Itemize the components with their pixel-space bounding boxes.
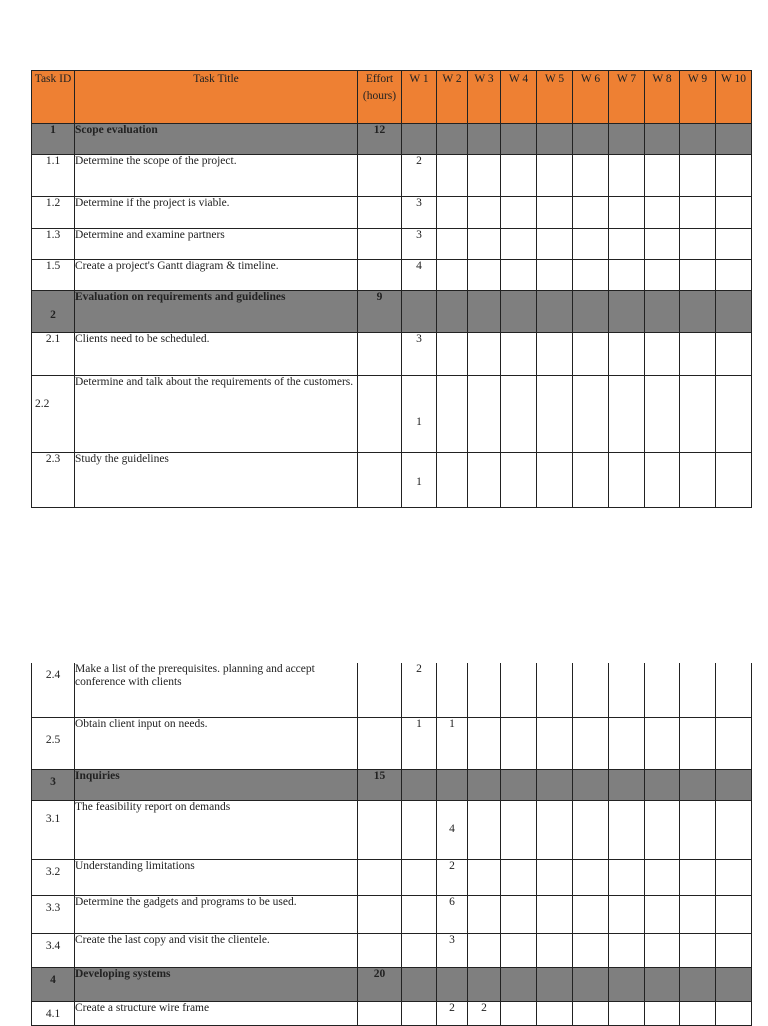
task-id: 2.1 (32, 333, 75, 376)
week-10-hours (716, 895, 752, 933)
task-title: Determine the scope of the project. (75, 155, 358, 197)
week-5-hours (537, 453, 573, 508)
week-4-hours (501, 1001, 537, 1025)
week-7-hours (609, 453, 645, 508)
week-8-hours (645, 376, 680, 453)
week-4-hours (501, 376, 537, 453)
week-2-hours (437, 376, 468, 453)
week-7-hours (609, 376, 645, 453)
week-8-hours (645, 333, 680, 376)
week-6-hours (573, 967, 609, 1001)
week-3-hours (468, 933, 501, 967)
week-2-hours (437, 155, 468, 197)
task-row (32, 933, 752, 967)
week-3-hours (468, 663, 501, 717)
week-7-hours (609, 895, 645, 933)
week-3-hours (468, 453, 501, 508)
week-5-hours (537, 663, 573, 717)
week-2-hours: 6 (437, 895, 468, 933)
week-8-hours (645, 663, 680, 717)
week-6-hours (573, 291, 609, 333)
header-week-5: W 5 (537, 71, 573, 124)
week-3-hours (468, 291, 501, 333)
week-6-hours (573, 155, 609, 197)
week-1-hours: 3 (402, 197, 437, 229)
week-1-hours (402, 895, 437, 933)
week-1-hours: 4 (402, 260, 437, 291)
task-effort (358, 376, 402, 453)
week-1-hours (402, 859, 437, 895)
week-10-hours (716, 967, 752, 1001)
header-week-9: W 9 (680, 71, 716, 124)
task-title: Determine and examine partners (75, 229, 358, 260)
task-id: 3.3 (32, 895, 75, 933)
week-2-hours (437, 663, 468, 717)
task-id: 2.2 (32, 376, 75, 453)
task-effort: 12 (358, 124, 402, 155)
week-5-hours (537, 717, 573, 769)
week-6-hours (573, 769, 609, 800)
week-7-hours (609, 717, 645, 769)
week-9-hours (680, 333, 716, 376)
week-9-hours (680, 800, 716, 859)
header-week-10: W 10 (716, 71, 752, 124)
week-7-hours (609, 859, 645, 895)
header-week-6: W 6 (573, 71, 609, 124)
week-6-hours (573, 663, 609, 717)
task-row (32, 229, 752, 260)
task-row (32, 895, 752, 933)
week-8-hours (645, 229, 680, 260)
week-8-hours (645, 260, 680, 291)
week-6-hours (573, 376, 609, 453)
week-4-hours (501, 967, 537, 1001)
week-9-hours (680, 1001, 716, 1025)
task-effort (358, 800, 402, 859)
week-1-hours (402, 800, 437, 859)
task-row (32, 453, 752, 508)
week-3-hours (468, 229, 501, 260)
week-1-hours (402, 933, 437, 967)
week-9-hours (680, 933, 716, 967)
week-3-hours (468, 859, 501, 895)
week-5-hours (537, 333, 573, 376)
week-1-hours (402, 291, 437, 333)
task-title: Clients need to be scheduled. (75, 333, 358, 376)
section-row (32, 967, 752, 1001)
week-2-hours (437, 769, 468, 800)
week-10-hours (716, 800, 752, 859)
week-3-hours (468, 124, 501, 155)
week-10-hours (716, 769, 752, 800)
week-7-hours (609, 291, 645, 333)
week-6-hours (573, 229, 609, 260)
task-row (32, 717, 752, 769)
week-4-hours (501, 800, 537, 859)
week-9-hours (680, 453, 716, 508)
week-10-hours (716, 155, 752, 197)
week-6-hours (573, 333, 609, 376)
task-title: Obtain client input on needs. (75, 717, 358, 769)
week-5-hours (537, 291, 573, 333)
header-week-1: W 1 (402, 71, 437, 124)
task-effort (358, 333, 402, 376)
week-8-hours (645, 291, 680, 333)
week-5-hours (537, 967, 573, 1001)
week-6-hours (573, 800, 609, 859)
week-3-hours (468, 333, 501, 376)
week-9-hours (680, 859, 716, 895)
week-9-hours (680, 229, 716, 260)
week-4-hours (501, 197, 537, 229)
week-10-hours (716, 229, 752, 260)
header-week-2: W 2 (437, 71, 468, 124)
task-row (32, 1001, 752, 1025)
header-task-title: Task Title (75, 71, 358, 124)
week-4-hours (501, 124, 537, 155)
week-10-hours (716, 260, 752, 291)
task-effort (358, 229, 402, 260)
week-8-hours (645, 769, 680, 800)
week-10-hours (716, 453, 752, 508)
week-3-hours (468, 769, 501, 800)
week-1-hours: 3 (402, 229, 437, 260)
task-title: Determine and talk about the requirements of the customers. (75, 376, 358, 453)
week-2-hours (437, 197, 468, 229)
week-2-hours: 2 (437, 859, 468, 895)
week-4-hours (501, 333, 537, 376)
week-5-hours (537, 933, 573, 967)
header-week-7: W 7 (609, 71, 645, 124)
task-title: Determine if the project is viable. (75, 197, 358, 229)
task-row (32, 260, 752, 291)
task-title: Evaluation on requirements and guidelines (75, 291, 358, 333)
week-1-hours: 1 (402, 453, 437, 508)
week-4-hours (501, 229, 537, 260)
week-6-hours (573, 933, 609, 967)
task-title: Make a list of the prerequisites. planning and accept conference with clients (75, 663, 358, 717)
week-3-hours (468, 260, 501, 291)
week-1-hours (402, 769, 437, 800)
week-5-hours (537, 260, 573, 291)
week-4-hours (501, 291, 537, 333)
week-3-hours (468, 155, 501, 197)
week-1-hours (402, 124, 437, 155)
week-7-hours (609, 260, 645, 291)
week-1-hours: 1 (402, 717, 437, 769)
week-2-hours (437, 967, 468, 1001)
week-9-hours (680, 376, 716, 453)
task-id: 3.4 (32, 933, 75, 967)
task-effort (358, 453, 402, 508)
week-5-hours (537, 769, 573, 800)
task-id: 4 (32, 967, 75, 1001)
week-7-hours (609, 333, 645, 376)
week-10-hours (716, 933, 752, 967)
task-row (32, 333, 752, 376)
task-row (32, 663, 752, 717)
week-5-hours (537, 376, 573, 453)
header-week-4: W 4 (501, 71, 537, 124)
week-4-hours (501, 895, 537, 933)
week-10-hours (716, 291, 752, 333)
week-2-hours: 3 (437, 933, 468, 967)
week-1-hours: 3 (402, 333, 437, 376)
task-row (32, 376, 752, 453)
week-5-hours (537, 895, 573, 933)
week-2-hours: 2 (437, 1001, 468, 1025)
gantt-table-bottom (31, 663, 752, 1026)
header-week-3: W 3 (468, 71, 501, 124)
week-9-hours (680, 769, 716, 800)
task-id: 1.2 (32, 197, 75, 229)
week-4-hours (501, 859, 537, 895)
week-7-hours (609, 769, 645, 800)
week-2-hours (437, 453, 468, 508)
week-2-hours (437, 124, 468, 155)
week-8-hours (645, 453, 680, 508)
week-4-hours (501, 717, 537, 769)
week-10-hours (716, 333, 752, 376)
week-6-hours (573, 260, 609, 291)
week-2-hours: 4 (437, 800, 468, 859)
task-id: 2.3 (32, 453, 75, 508)
task-id: 2.4 (32, 663, 75, 717)
week-8-hours (645, 895, 680, 933)
week-7-hours (609, 967, 645, 1001)
task-row (32, 859, 752, 895)
week-8-hours (645, 1001, 680, 1025)
week-8-hours (645, 967, 680, 1001)
week-9-hours (680, 717, 716, 769)
task-id: 1.3 (32, 229, 75, 260)
week-5-hours (537, 229, 573, 260)
week-5-hours (537, 197, 573, 229)
task-effort: 15 (358, 769, 402, 800)
task-effort (358, 663, 402, 717)
week-2-hours (437, 291, 468, 333)
week-7-hours (609, 663, 645, 717)
week-7-hours (609, 155, 645, 197)
week-5-hours (537, 859, 573, 895)
week-7-hours (609, 933, 645, 967)
header-task-id: Task ID (32, 71, 75, 124)
task-row (32, 197, 752, 229)
task-effort: 9 (358, 291, 402, 333)
task-id: 1 (32, 124, 75, 155)
week-8-hours (645, 859, 680, 895)
week-3-hours (468, 197, 501, 229)
week-9-hours (680, 124, 716, 155)
week-2-hours (437, 333, 468, 376)
week-8-hours (645, 800, 680, 859)
task-id: 1.1 (32, 155, 75, 197)
task-effort (358, 859, 402, 895)
week-7-hours (609, 197, 645, 229)
task-id: 2.5 (32, 717, 75, 769)
task-id: 2 (32, 291, 75, 333)
task-title: Determine the gadgets and programs to be used. (75, 895, 358, 933)
section-row (32, 769, 752, 800)
week-9-hours (680, 155, 716, 197)
section-row (32, 291, 752, 333)
week-6-hours (573, 717, 609, 769)
week-6-hours (573, 124, 609, 155)
week-10-hours (716, 663, 752, 717)
week-6-hours (573, 453, 609, 508)
week-8-hours (645, 155, 680, 197)
task-id: 4.1 (32, 1001, 75, 1025)
week-9-hours (680, 895, 716, 933)
task-effort (358, 933, 402, 967)
task-id: 3.1 (32, 800, 75, 859)
week-2-hours (437, 229, 468, 260)
week-6-hours (573, 895, 609, 933)
week-10-hours (716, 197, 752, 229)
week-4-hours (501, 453, 537, 508)
week-5-hours (537, 124, 573, 155)
task-effort (358, 155, 402, 197)
task-title: Create a structure wire frame (75, 1001, 358, 1025)
week-4-hours (501, 155, 537, 197)
task-title: Create a project's Gantt diagram & timeline. (75, 260, 358, 291)
week-3-hours: 2 (468, 1001, 501, 1025)
week-6-hours (573, 859, 609, 895)
week-4-hours (501, 260, 537, 291)
week-6-hours (573, 1001, 609, 1025)
week-7-hours (609, 229, 645, 260)
week-2-hours (437, 260, 468, 291)
task-effort (358, 895, 402, 933)
week-4-hours (501, 769, 537, 800)
task-title: Inquiries (75, 769, 358, 800)
week-10-hours (716, 859, 752, 895)
task-effort (358, 197, 402, 229)
task-row (32, 155, 752, 197)
week-1-hours: 2 (402, 663, 437, 717)
week-1-hours (402, 1001, 437, 1025)
week-9-hours (680, 260, 716, 291)
week-10-hours (716, 376, 752, 453)
week-5-hours (537, 800, 573, 859)
week-10-hours (716, 124, 752, 155)
week-6-hours (573, 197, 609, 229)
week-4-hours (501, 933, 537, 967)
week-3-hours (468, 967, 501, 1001)
week-3-hours (468, 895, 501, 933)
week-8-hours (645, 933, 680, 967)
task-row (32, 800, 752, 859)
task-title: Understanding limitations (75, 859, 358, 895)
task-title: The feasibility report on demands (75, 800, 358, 859)
week-9-hours (680, 663, 716, 717)
section-row (32, 124, 752, 155)
task-effort: 20 (358, 967, 402, 1001)
week-1-hours: 1 (402, 376, 437, 453)
week-7-hours (609, 800, 645, 859)
task-effort (358, 717, 402, 769)
week-3-hours (468, 717, 501, 769)
task-effort (358, 260, 402, 291)
task-id: 1.5 (32, 260, 75, 291)
week-3-hours (468, 376, 501, 453)
header-effort: Effort (hours) (358, 71, 402, 124)
week-4-hours (501, 663, 537, 717)
task-title: Scope evaluation (75, 124, 358, 155)
task-title: Study the guidelines (75, 453, 358, 508)
week-9-hours (680, 967, 716, 1001)
header-row (32, 71, 752, 124)
header-week-8: W 8 (645, 71, 680, 124)
week-2-hours: 1 (437, 717, 468, 769)
task-effort (358, 1001, 402, 1025)
week-5-hours (537, 155, 573, 197)
task-title: Developing systems (75, 967, 358, 1001)
week-8-hours (645, 197, 680, 229)
week-1-hours (402, 967, 437, 1001)
week-7-hours (609, 124, 645, 155)
task-id: 3.2 (32, 859, 75, 895)
task-id: 3 (32, 769, 75, 800)
week-7-hours (609, 1001, 645, 1025)
week-1-hours: 2 (402, 155, 437, 197)
week-8-hours (645, 717, 680, 769)
week-5-hours (537, 1001, 573, 1025)
week-8-hours (645, 124, 680, 155)
week-9-hours (680, 291, 716, 333)
week-3-hours (468, 800, 501, 859)
gantt-table-top (31, 70, 752, 508)
task-title: Create the last copy and visit the clientele. (75, 933, 358, 967)
week-10-hours (716, 717, 752, 769)
week-10-hours (716, 1001, 752, 1025)
week-9-hours (680, 197, 716, 229)
